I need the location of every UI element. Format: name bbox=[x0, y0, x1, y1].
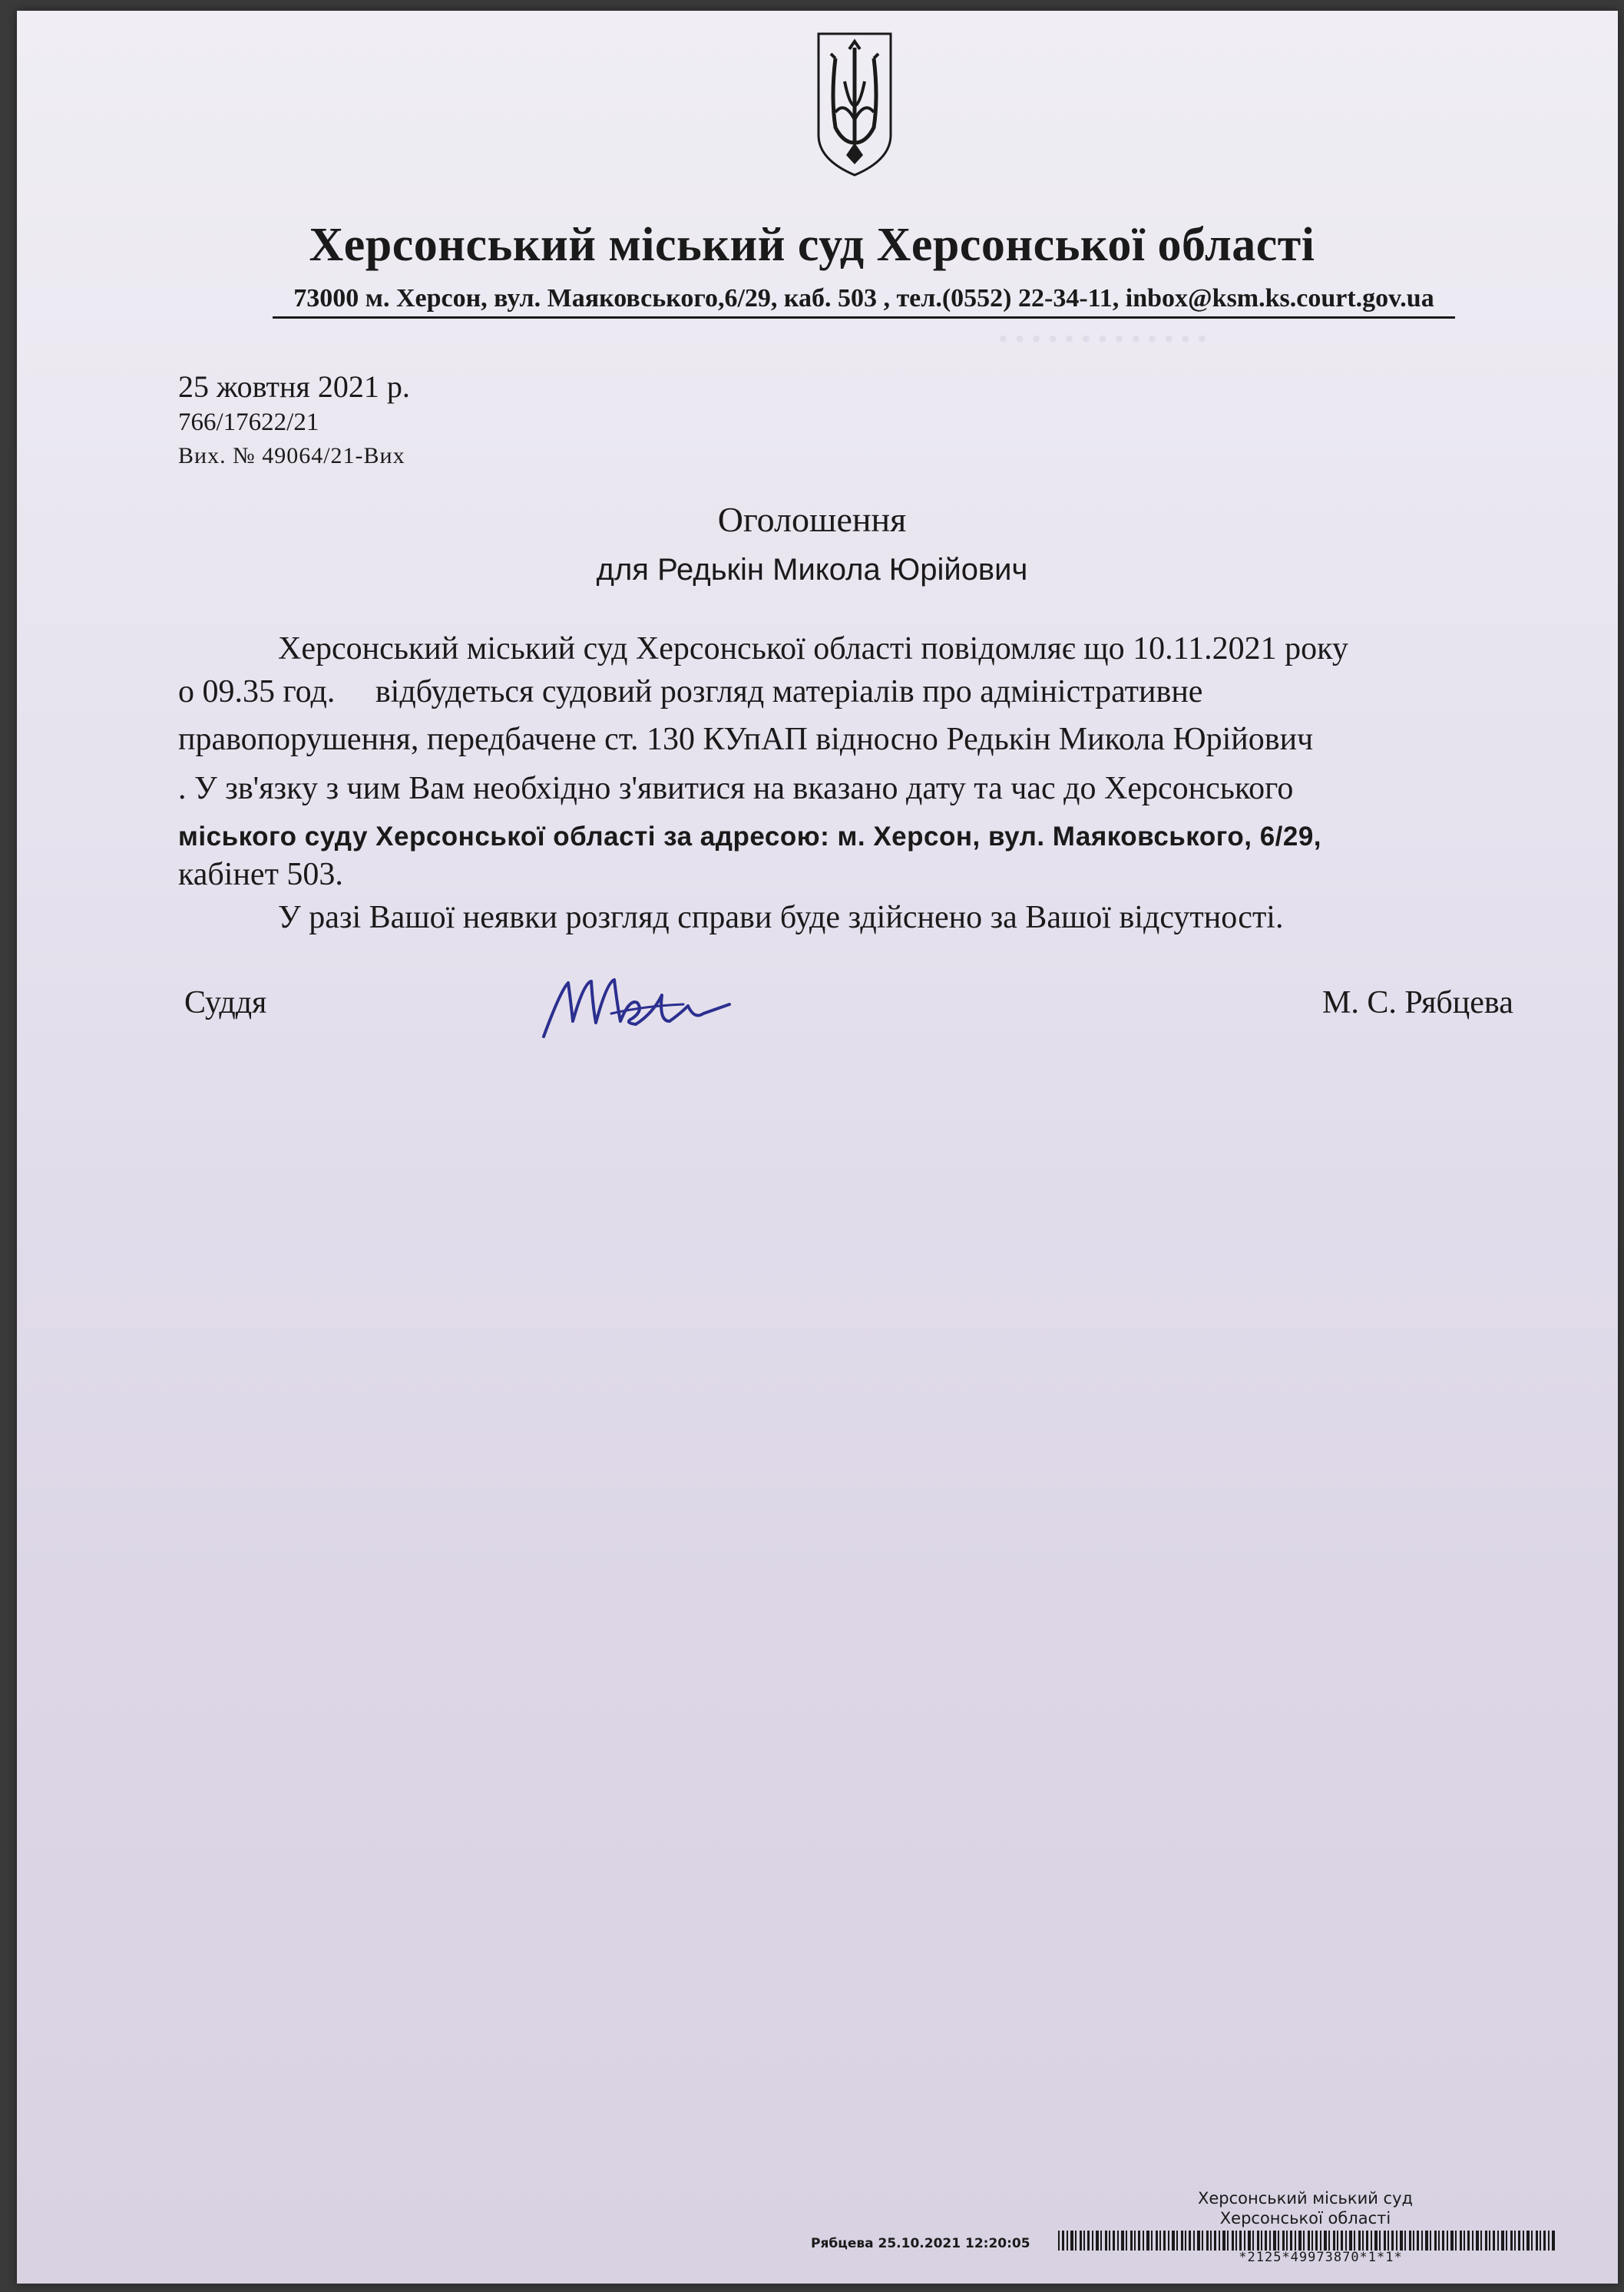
barcode-bar bbox=[1455, 2231, 1457, 2251]
barcode-bar bbox=[1269, 2231, 1271, 2251]
barcode-bar bbox=[1210, 2231, 1212, 2251]
barcode-bar bbox=[1252, 2231, 1254, 2251]
barcode-bar bbox=[1510, 2231, 1513, 2251]
barcode-bar bbox=[1121, 2231, 1124, 2251]
barcode-bar bbox=[1181, 2231, 1183, 2251]
signed-by-timestamp: Рябцева 25.10.2021 12:20:05 bbox=[811, 2236, 1030, 2251]
barcode-bar bbox=[1362, 2231, 1364, 2251]
barcode-bar bbox=[1176, 2231, 1178, 2251]
barcode-bar bbox=[1092, 2231, 1093, 2251]
barcode-bar bbox=[1219, 2231, 1220, 2251]
barcode-bar bbox=[1278, 2231, 1279, 2251]
barcode-bar bbox=[1109, 2231, 1110, 2251]
signer-role: Суддя bbox=[184, 985, 267, 1020]
outgoing-number: Вих. № 49064/21-Вих bbox=[178, 443, 405, 468]
barcode-bar bbox=[1138, 2231, 1140, 2251]
barcode-bar bbox=[1202, 2231, 1203, 2251]
barcode-bar bbox=[1235, 2231, 1237, 2251]
barcode-bar bbox=[1501, 2231, 1504, 2251]
barcode-bar bbox=[1425, 2231, 1428, 2251]
barcode-bar bbox=[1404, 2231, 1406, 2251]
barcode-bar bbox=[1434, 2231, 1437, 2251]
signer-name: М. С. Рябцева bbox=[1322, 985, 1513, 1020]
barcode-bar bbox=[1248, 2231, 1251, 2251]
barcode-bar bbox=[1265, 2231, 1267, 2251]
coat-of-arms-icon bbox=[812, 28, 897, 181]
court-title: Херсонський міський суд Херсонської області bbox=[309, 219, 1315, 271]
barcode-bar bbox=[1295, 2231, 1296, 2251]
barcode-bar bbox=[1497, 2231, 1499, 2251]
case-number: 766/17622/21 bbox=[178, 408, 319, 436]
notice-line-7: У разі Вашої неявки розгляд справи буде здійснено за Вашої відсутності. bbox=[278, 900, 1284, 935]
barcode-bar bbox=[1156, 2231, 1158, 2251]
barcode-bar bbox=[1189, 2231, 1191, 2251]
barcode-bar bbox=[1328, 2231, 1330, 2251]
document-sheet bbox=[17, 11, 1618, 2284]
barcode-bar bbox=[1320, 2231, 1321, 2251]
barcode-bar bbox=[1239, 2231, 1242, 2251]
barcode-bar bbox=[1130, 2231, 1133, 2251]
barcode-bar bbox=[1417, 2231, 1419, 2251]
barcode-bar bbox=[1227, 2231, 1229, 2251]
barcode-bar bbox=[1391, 2231, 1394, 2251]
barcode-bar bbox=[1113, 2231, 1115, 2251]
document-date: 25 жовтня 2021 р. bbox=[178, 369, 410, 404]
barcode-bar bbox=[1548, 2231, 1550, 2251]
barcode-bar bbox=[1159, 2231, 1161, 2251]
barcode-bar bbox=[1543, 2231, 1546, 2251]
barcode-bar bbox=[1464, 2231, 1465, 2251]
barcode-bar bbox=[1536, 2231, 1538, 2251]
barcode-bar bbox=[1185, 2231, 1186, 2251]
barcode-bar bbox=[1286, 2231, 1288, 2251]
barcode-bar bbox=[1489, 2231, 1490, 2251]
barcode-bar bbox=[1354, 2231, 1355, 2251]
barcode-bar bbox=[1172, 2231, 1175, 2251]
barcode-bar bbox=[1163, 2231, 1166, 2251]
barcode-bar bbox=[1506, 2231, 1507, 2251]
barcode-bar bbox=[1472, 2231, 1474, 2251]
barcode-bar bbox=[1083, 2231, 1085, 2251]
barcode-bar bbox=[1324, 2231, 1327, 2251]
barcode-bar bbox=[1070, 2231, 1073, 2251]
barcode-bar bbox=[1413, 2231, 1414, 2251]
barcode-bar bbox=[1388, 2231, 1389, 2251]
barcode-bar bbox=[1358, 2231, 1361, 2251]
barcode-bar bbox=[1257, 2231, 1259, 2251]
barcode-bar bbox=[1333, 2231, 1335, 2251]
barcode-bar bbox=[1349, 2231, 1352, 2251]
barcode-bar bbox=[1062, 2231, 1064, 2251]
barcode-bar bbox=[1460, 2231, 1462, 2251]
notice-line-6: кабінет 503. bbox=[178, 857, 343, 892]
barcode-bar bbox=[1518, 2231, 1520, 2251]
barcode-bar bbox=[1151, 2231, 1153, 2251]
barcode bbox=[1058, 2231, 1556, 2251]
barcode-bar bbox=[1476, 2231, 1479, 2251]
barcode-bar bbox=[1337, 2231, 1338, 2251]
barcode-bar bbox=[1345, 2231, 1347, 2251]
barcode-bar bbox=[1493, 2231, 1495, 2251]
barcode-bar bbox=[1261, 2231, 1262, 2251]
barcode-bar bbox=[1526, 2231, 1530, 2251]
barcode-bar bbox=[1168, 2231, 1169, 2251]
notice-line-5: міського суду Херсонської області за адресою: м. Херсон, вул. Маяковського, 6/29, bbox=[178, 822, 1322, 852]
barcode-bar bbox=[1282, 2231, 1285, 2251]
barcode-bar bbox=[1290, 2231, 1292, 2251]
barcode-bar bbox=[1134, 2231, 1136, 2251]
notice-recipient: для Редькін Микола Юрійович bbox=[596, 553, 1028, 587]
e-signature-stamp bbox=[1152, 2188, 1459, 2229]
barcode-bar bbox=[1315, 2231, 1318, 2251]
barcode-bar bbox=[1450, 2231, 1454, 2251]
barcode-bar bbox=[1341, 2231, 1343, 2251]
barcode-bar bbox=[1480, 2231, 1482, 2251]
barcode-code: *2125*49973870*1*1* bbox=[1239, 2250, 1403, 2265]
notice-line-2: о 09.35 год. відбудеться судовий розгляд матеріалів про адміністративне bbox=[178, 674, 1203, 709]
barcode-bar bbox=[1540, 2231, 1541, 2251]
barcode-bar bbox=[1232, 2231, 1234, 2251]
notice-line-4: . У зв'язку з чим Вам необхідно з'явитися на вказано дату та час до Херсонського bbox=[178, 771, 1294, 806]
barcode-bar bbox=[1442, 2231, 1444, 2251]
barcode-bar bbox=[1552, 2231, 1555, 2251]
barcode-bar bbox=[1371, 2231, 1372, 2251]
barcode-bar bbox=[1096, 2231, 1099, 2251]
barcode-bar bbox=[1409, 2231, 1411, 2251]
notice-heading: Оголошення bbox=[717, 500, 907, 539]
barcode-bar bbox=[1126, 2231, 1127, 2251]
notice-line-3: правопорушення, передбачене ст. 130 КУпАП відносно Редькін Микола Юрійович bbox=[178, 722, 1314, 757]
barcode-bar bbox=[1514, 2231, 1516, 2251]
stamp-court-line-1: Херсонський міський суд bbox=[1197, 2189, 1414, 2208]
court-address: 73000 м. Херсон, вул. Маяковського,6/29, каб. 503 , тел.(0552) 22-34-11, inbox@ksm.ks.court.gov.ua bbox=[273, 284, 1455, 319]
barcode-bar bbox=[1379, 2231, 1381, 2251]
barcode-bar bbox=[1117, 2231, 1119, 2251]
barcode-bar bbox=[1146, 2231, 1149, 2251]
barcode-bar bbox=[1447, 2231, 1448, 2251]
barcode-bar bbox=[1244, 2231, 1245, 2251]
barcode-bar bbox=[1438, 2231, 1440, 2251]
barcode-bar bbox=[1396, 2231, 1397, 2251]
barcode-bar bbox=[1430, 2231, 1431, 2251]
barcode-bar bbox=[1400, 2231, 1403, 2251]
barcode-bar bbox=[1467, 2231, 1470, 2251]
barcode-bar bbox=[1273, 2231, 1276, 2251]
barcode-bar bbox=[1075, 2231, 1077, 2251]
barcode-bar bbox=[1143, 2231, 1144, 2251]
barcode-bar bbox=[1058, 2231, 1060, 2251]
barcode-bar bbox=[1298, 2231, 1302, 2251]
barcode-bar bbox=[1214, 2231, 1216, 2251]
barcode-bar bbox=[1308, 2231, 1310, 2251]
barcode-bar bbox=[1105, 2231, 1107, 2251]
barcode-bar bbox=[1485, 2231, 1487, 2251]
barcode-bar bbox=[1523, 2231, 1524, 2251]
stamp-court-line-2: Херсонської області bbox=[1219, 2209, 1391, 2228]
barcode-bar bbox=[1384, 2231, 1386, 2251]
barcode-bar bbox=[1087, 2231, 1090, 2251]
barcode-bar bbox=[1366, 2231, 1368, 2251]
barcode-bar bbox=[1193, 2231, 1195, 2251]
barcode-bar bbox=[1531, 2231, 1533, 2251]
handwritten-signature bbox=[537, 960, 737, 1052]
barcode-bar bbox=[1421, 2231, 1423, 2251]
barcode-bar bbox=[1067, 2231, 1068, 2251]
barcode-bar bbox=[1206, 2231, 1209, 2251]
barcode-bar bbox=[1311, 2231, 1313, 2251]
barcode-bar bbox=[1197, 2231, 1200, 2251]
barcode-bar bbox=[1080, 2231, 1082, 2251]
barcode-bar bbox=[1222, 2231, 1225, 2251]
notice-line-1: Херсонський міський суд Херсонської області повідомляє що 10.11.2021 року bbox=[278, 631, 1348, 666]
barcode-bar bbox=[1100, 2231, 1102, 2251]
barcode-bar bbox=[1303, 2231, 1305, 2251]
barcode-bar bbox=[1374, 2231, 1378, 2251]
